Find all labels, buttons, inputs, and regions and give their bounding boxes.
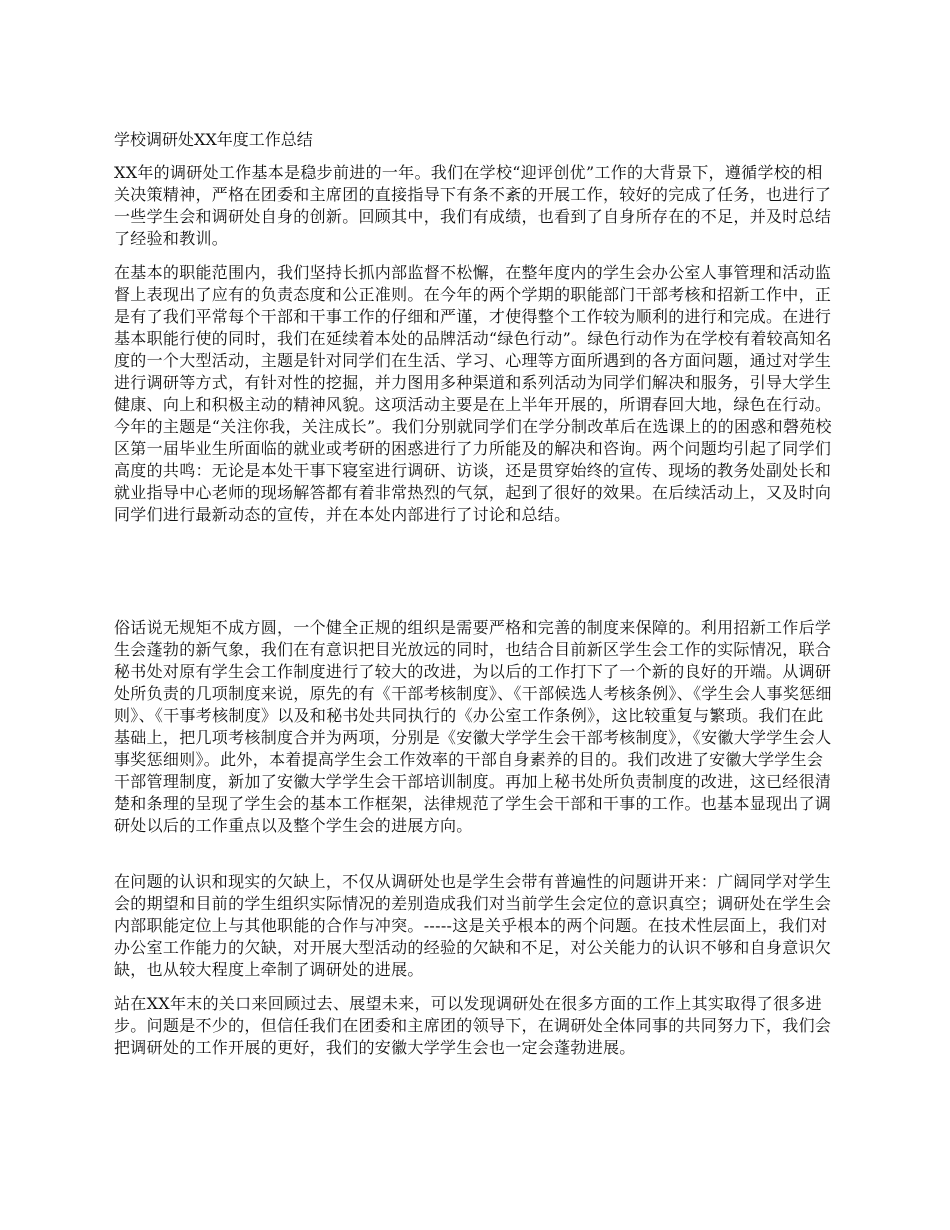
- paragraph-duties: 在基本的职能范围内，我们坚持长抓内部监督不松懈，在整年度内的学生会办公室人事管理和活动监督上表现出了应有的负责态度和公正准则。在今年的两个学期的职能部门干部考核和招新工作中，正是有了我们平常每个干部和干事工作的仔细和严谨，才使得整个工作较为顺利的进行和完成。在进行基本职能行使的同时，我们在延续着本处的品牌活动“绿色行动”。绿色行动作为在学校有着较高知名度的一个大型活动，主题是针对同学们在生活、学习、心理等方面所遇到的各方面问题，通过对学生进行调研等方式，有针对性的挖掘，并力图用多种渠道和系列活动为同学们解决和服务，引导大学生健康、向上和积极主动的精神风貌。这项活动主要是在上半年开展的，所谓春回大地，绿色在行动。今年的主题是“关注你我，关注成长”。我们分别就同学们在学分制改革后在选课上的的困惑和磬苑校区第一届毕业生所面临的就业或考研的困惑进行了力所能及的解决和咨询。两个问题均引起了同学们高度的共鸣：无论是本处干事下寝室进行调研、访谈，还是贯穿始终的宣传、现场的教务处副处长和就业指导中心老师的现场解答都有着非常热烈的气氛，起到了很好的效果。在后续活动上，又及时向同学们进行最新动态的宣传，并在本处内部进行了讨论和总结。: [114, 263, 832, 524]
- paragraph-intro: XX年的调研处工作基本是稳步前进的一年。我们在学校“迎评创优”工作的大背景下，遵循学校的相关决策精神，严格在团委和主席团的直接指导下有条不紊的开展工作，较好的完成了任务，也进行了一些学生会和调研处自身的创新。回顾其中，我们有成绩，也看到了自身所存在的不足，并及时总结了经验和教训。: [114, 163, 832, 248]
- paragraph-outlook: 站在XX年末的关口来回顾过去、展望未来，可以发现调研处在很多方面的工作上其实取得了很多进步。问题是不少的，但信任我们在团委和主席团的领导下，在调研处全体同事的共同努力下，我们会把调研处的工作开展的更好，我们的安徽大学学生会也一定会蓬勃进展。: [114, 994, 832, 1057]
- document-title: 学校调研处XX年度工作总结: [114, 130, 313, 149]
- paragraph-problems: 在问题的认识和现实的欠缺上，不仅从调研处也是学生会带有普遍性的问题讲开来：广阔同学对学生会的期望和目前的学生组织实际情况的差别造成我们对当前学生会定位的意识真空；调研处在学生会内部职能定位上与其他职能的合作与冲突。-----这是关乎根本的两个问题。在技术性层面上，我们对办公室工作能力的欠缺，对开展大型活动的经验的欠缺和不足，对公关能力的认识不够和自身意识欠缺，也从较大程度上牵制了调研处的进展。: [114, 872, 832, 979]
- paragraph-regulations: 俗话说无规矩不成方圆，一个健全正规的组织是需要严格和完善的制度来保障的。利用招新工作后学生会蓬勃的新气象，我们在有意识把目光放远的同时，也结合目前新区学生会工作的实际情况，联合秘书处对原有学生会工作制度进行了较大的改进，为以后的工作打下了一个新的良好的开端。从调研处所负责的几项制度来说，原先的有《干部考核制度》、《干部候选人考核条例》、《学生会人事奖惩细则》、《干事考核制度》以及和秘书处共同执行的《办公室工作条例》，这比较重复与繁琐。我们在此基础上，把几项考核制度合并为两项，分别是《安徽大学学生会干部考核制度》，《安徽大学学生会人事奖惩细则》。此外，本着提高学生会工作效率的干部自身素养的目的。我们改进了安徽大学学生会干部管理制度，新加了安徽大学学生会干部培训制度。再加上秘书处所负责制度的改进，这已经很清楚和条理的呈现了学生会的基本工作框架，法律规范了学生会干部和干事的工作。也基本显现出了调研处以后的工作重点以及整个学生会的进展方向。: [114, 618, 832, 835]
